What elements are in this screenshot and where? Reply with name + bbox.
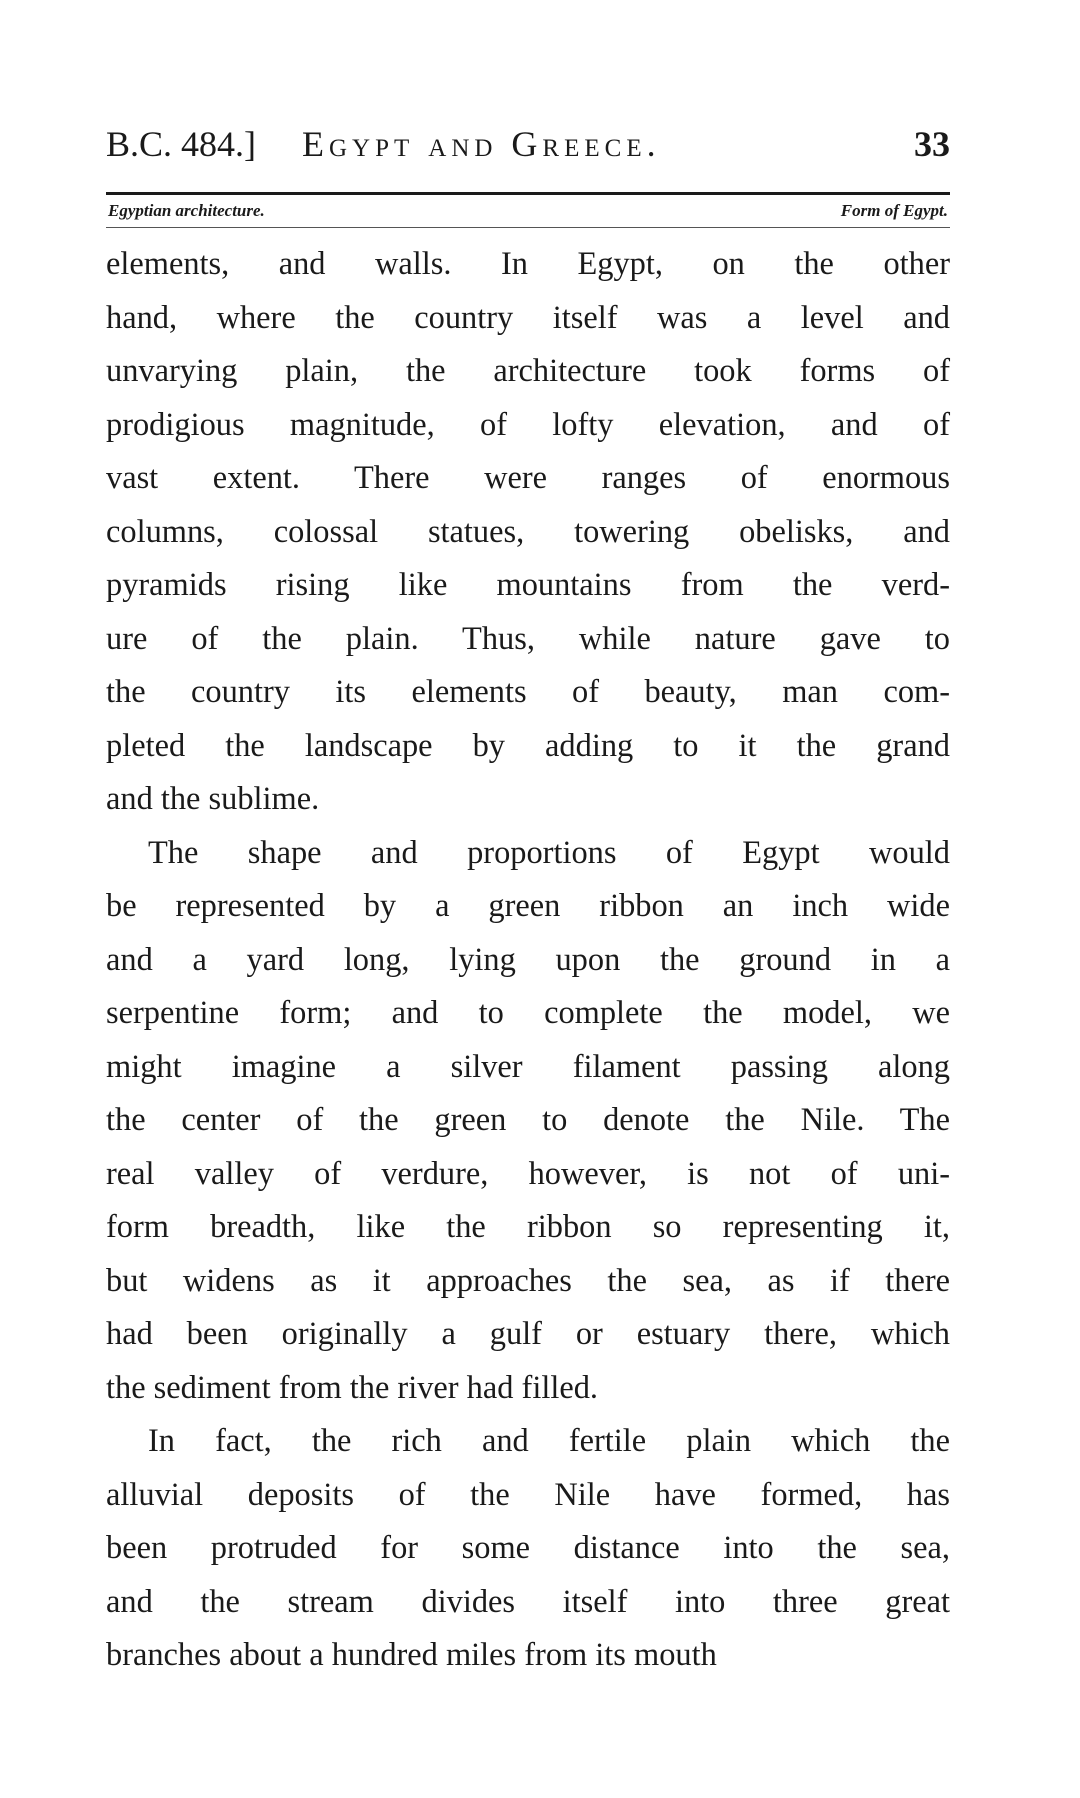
text-line: pleted the landscape by adding to it the grand (106, 727, 950, 764)
running-head-title: Egypt and Greece. (302, 124, 661, 164)
text-line: real valley of verdure, however, is not of uni- (106, 1155, 950, 1192)
text-line: unvarying plain, the architecture took forms of (106, 353, 950, 389)
text-line: prodigious magnitude, of lofty elevation, and of (106, 406, 950, 443)
text-line: alluvial deposits of the Nile have formed, has (106, 1476, 950, 1513)
text-line: In fact, the rich and fertile plain which the (148, 1423, 950, 1459)
text-line: but widens as it approaches the sea, as if there (106, 1262, 950, 1299)
text-line: branches about a hundred miles from its mouth (106, 1637, 717, 1673)
body-text (106, 238, 950, 1683)
running-head-date: B.C. 484.] (106, 124, 257, 164)
sidenote-rule (106, 227, 950, 228)
sidenote-right: Form of Egypt. (840, 201, 948, 220)
text-line: been protruded for some distance into the sea, (106, 1530, 950, 1566)
text-line: ure of the plain. Thus, while nature gave to (106, 620, 950, 657)
text-line: pyramids rising like mountains from the verd- (106, 567, 950, 603)
text-line: the sediment from the river had filled. (106, 1369, 598, 1406)
text-line: might imagine a silver filament passing along (106, 1048, 950, 1085)
page-number: 33 (914, 124, 950, 164)
text-line: the center of the green to denote the Nile. The (106, 1102, 950, 1138)
text-line: and a yard long, lying upon the ground in a (106, 941, 950, 978)
text-line: vast extent. There were ranges of enormous (106, 460, 950, 496)
text-line: columns, colossal statues, towering obelisks, and (106, 513, 950, 550)
text-line: and the stream divides itself into three great (106, 1583, 950, 1620)
text-line: the country its elements of beauty, man com- (106, 674, 950, 710)
text-line: elements, and walls. In Egypt, on the other (106, 246, 950, 282)
header-rule (106, 192, 950, 195)
text-line: be represented by a green ribbon an inch wide (106, 888, 950, 924)
text-line: hand, where the country itself was a level and (106, 299, 950, 336)
text-line: and the sublime. (106, 781, 320, 817)
text-line: The shape and proportions of Egypt would (148, 834, 950, 871)
running-head (106, 120, 950, 180)
sidenote-left: Egyptian architecture. (108, 201, 265, 220)
text-line: had been originally a gulf or estuary there, which (106, 1316, 950, 1352)
text-line: serpentine form; and to complete the model, we (106, 995, 950, 1031)
text-line: form breadth, like the ribbon so representing it, (106, 1209, 950, 1245)
